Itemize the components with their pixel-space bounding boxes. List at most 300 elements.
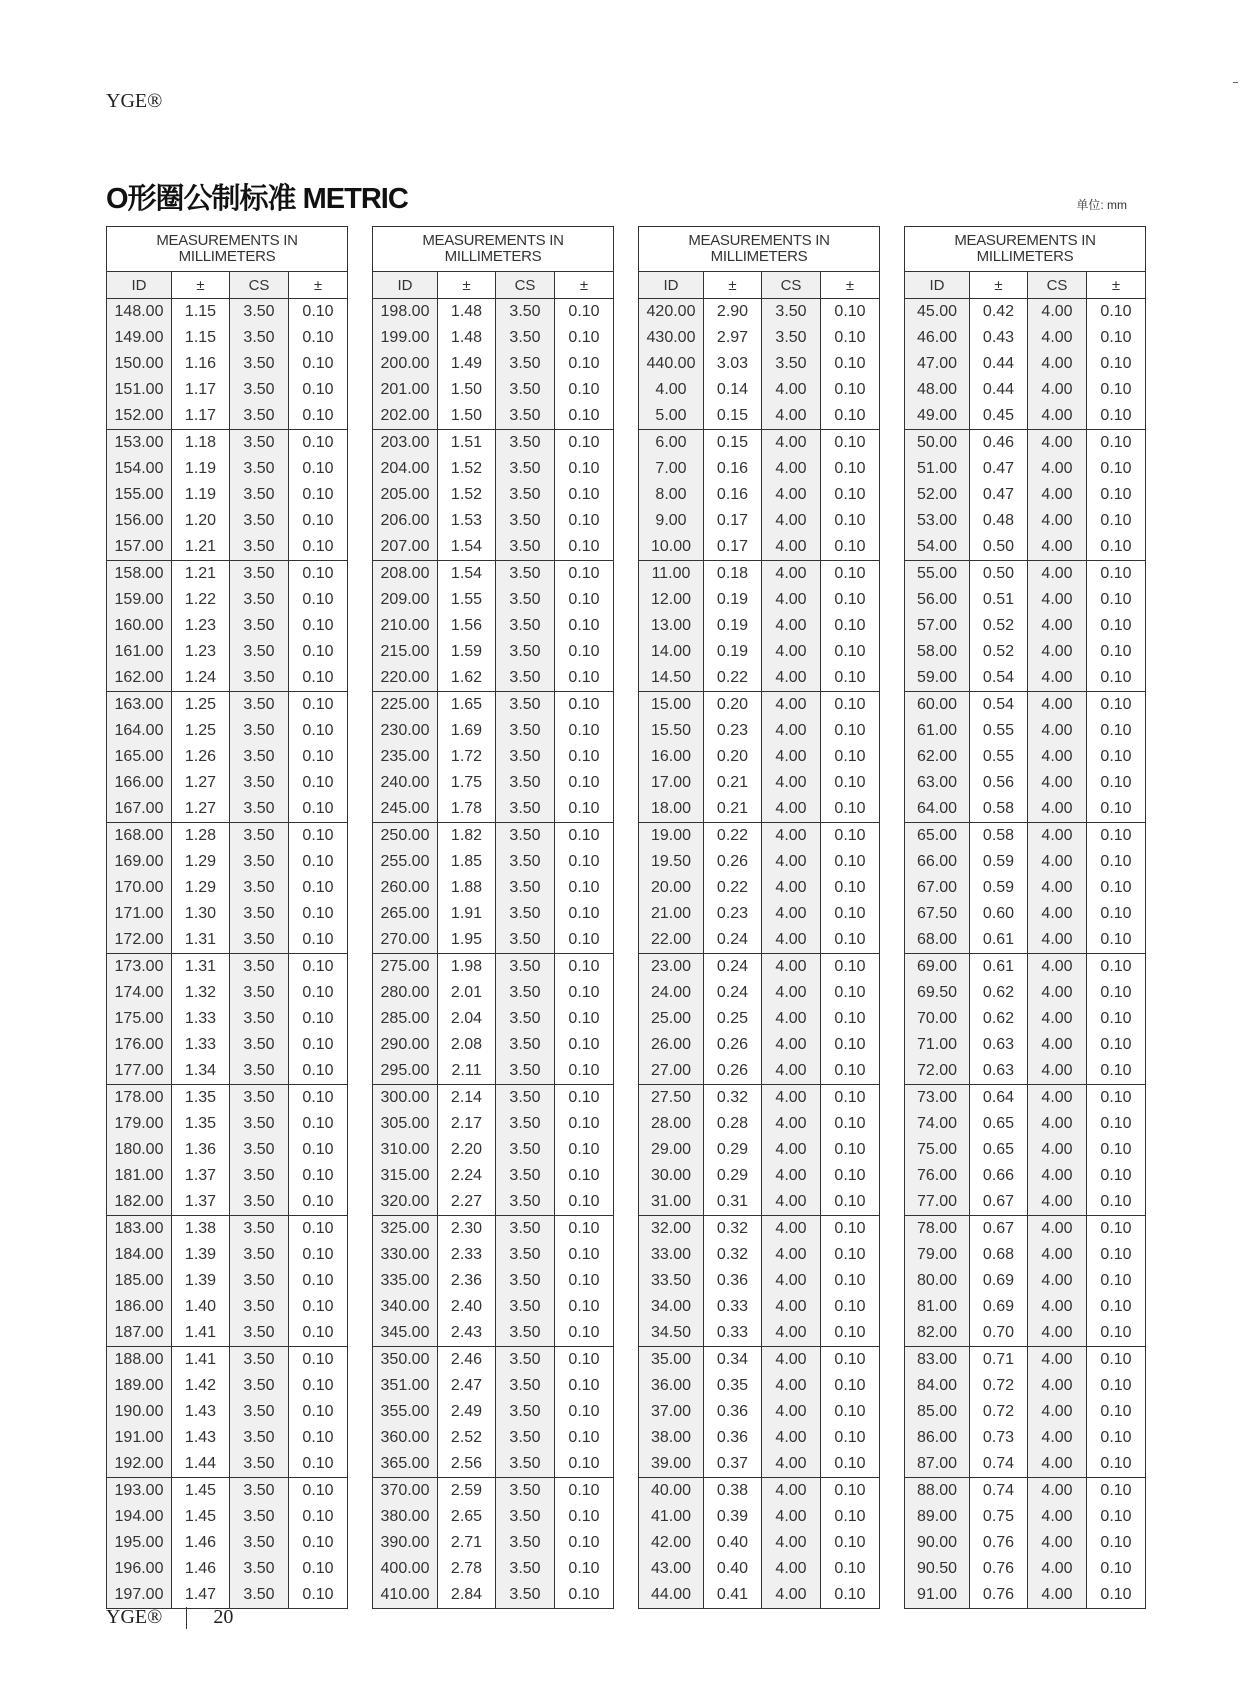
table-cell: 0.58 [970, 823, 1028, 849]
table-row [373, 980, 613, 1006]
table-cell: 3.50 [496, 1425, 555, 1451]
table-cell: 3.50 [496, 1478, 555, 1504]
table-cell: 1.55 [438, 587, 496, 613]
table-cell: 3.50 [230, 1347, 289, 1373]
table-cell: 380.00 [373, 1504, 438, 1530]
table-cell: 4.00 [762, 534, 821, 560]
table-row [373, 351, 613, 377]
table-row [373, 1111, 613, 1137]
table-row [905, 954, 1145, 980]
column-header: ± [704, 272, 762, 298]
column-header: CS [230, 272, 289, 298]
table-cell: 0.10 [568, 1534, 600, 1551]
table-cell: 0.10 [1100, 1010, 1132, 1027]
table-cell: 0.10 [1100, 827, 1132, 844]
table-cell: 4.00 [762, 1451, 821, 1477]
column-header: ± [438, 272, 496, 298]
table-cell: 0.45 [970, 403, 1028, 429]
table-cell: 3.50 [496, 665, 555, 691]
table-cell: 1.39 [172, 1242, 230, 1268]
table-row [107, 456, 347, 482]
table-cell: 3.50 [496, 561, 555, 587]
table-cell: 1.21 [172, 534, 230, 560]
table-cell: 0.10 [302, 1167, 334, 1184]
table-row [373, 299, 613, 325]
table-cell: 0.10 [568, 1586, 600, 1603]
table-cell: 0.10 [1100, 1036, 1132, 1053]
table-cell: 3.50 [230, 482, 289, 508]
table-cell: 36.00 [639, 1373, 704, 1399]
table-cell: 202.00 [373, 403, 438, 429]
table-cell: 162.00 [107, 665, 172, 691]
table-cell: 0.74 [970, 1451, 1028, 1477]
table-cell: 1.85 [438, 849, 496, 875]
table-row [373, 1373, 613, 1399]
table-row [373, 849, 613, 875]
table-cell: 68.00 [905, 927, 970, 953]
table-cell: 50.00 [905, 430, 970, 456]
table-cell: 3.50 [230, 1137, 289, 1163]
table-cell: 152.00 [107, 403, 172, 429]
table-cell: 1.95 [438, 927, 496, 953]
table-cell: 0.10 [302, 774, 334, 791]
size-table-1 [106, 226, 348, 1609]
table-cell: 0.75 [970, 1504, 1028, 1530]
table-cell: 0.25 [704, 1006, 762, 1032]
table-row [905, 587, 1145, 613]
table-cell: 0.29 [704, 1137, 762, 1163]
table-cell: 80.00 [905, 1268, 970, 1294]
table-cell: 0.10 [1100, 512, 1132, 529]
table-cell: 0.10 [1100, 591, 1132, 608]
table-cell: 3.50 [496, 1451, 555, 1477]
table-cell: 181.00 [107, 1163, 172, 1189]
table-cell: 4.00 [1028, 1530, 1087, 1556]
table-row [373, 534, 613, 560]
table-cell: 4.00 [1028, 980, 1087, 1006]
table-cell: 3.50 [230, 1006, 289, 1032]
table-row [373, 1582, 613, 1608]
table-cell: 1.91 [438, 901, 496, 927]
row-group [373, 299, 613, 430]
table-cell: 200.00 [373, 351, 438, 377]
table-cell: 0.10 [834, 1586, 866, 1603]
table-row [639, 692, 879, 718]
table-cell: 77.00 [905, 1189, 970, 1215]
table-row [905, 403, 1145, 429]
row-group [373, 954, 613, 1085]
table-cell: 4.00 [1028, 954, 1087, 980]
table-row [639, 980, 879, 1006]
table-cell: 3.50 [496, 482, 555, 508]
table-header-line: MILLIMETERS [710, 248, 808, 265]
table-cell: 0.10 [1100, 329, 1132, 346]
table-cell: 39.00 [639, 1451, 704, 1477]
table-row [373, 875, 613, 901]
table-cell: 176.00 [107, 1032, 172, 1058]
table-row [905, 1268, 1145, 1294]
table-header-line: MILLIMETERS [444, 248, 542, 265]
table-cell: 1.39 [172, 1268, 230, 1294]
table-cell: 1.30 [172, 901, 230, 927]
table-row [639, 1294, 879, 1320]
row-group [905, 561, 1145, 692]
table-cell: 0.10 [1100, 617, 1132, 634]
table-row [373, 430, 613, 456]
table-cell: 390.00 [373, 1530, 438, 1556]
table-row [905, 482, 1145, 508]
table-cell: 4.00 [1028, 1085, 1087, 1111]
table-row [373, 796, 613, 822]
table-cell: 4.00 [1028, 1294, 1087, 1320]
table-cell: 2.14 [438, 1085, 496, 1111]
table-cell: 3.50 [230, 508, 289, 534]
table-row [905, 430, 1145, 456]
table-row [107, 430, 347, 456]
table-row [905, 1347, 1145, 1373]
table-cell: 315.00 [373, 1163, 438, 1189]
table-cell: 4.00 [1028, 1425, 1087, 1451]
table-cell: 1.78 [438, 796, 496, 822]
table-cell: 4.00 [762, 901, 821, 927]
table-cell: 4.00 [762, 1032, 821, 1058]
table-cell: 0.10 [568, 800, 600, 817]
table-cell: 4.00 [1028, 1006, 1087, 1032]
table-cell: 325.00 [373, 1216, 438, 1242]
table-cell: 4.00 [762, 1242, 821, 1268]
table-cell: 4.00 [762, 849, 821, 875]
table-cell: 0.37 [704, 1451, 762, 1477]
table-cell: 0.10 [834, 512, 866, 529]
table-cell: 90.50 [905, 1556, 970, 1582]
table-cell: 4.00 [762, 1504, 821, 1530]
table-cell: 4.00 [1028, 901, 1087, 927]
table-row [905, 796, 1145, 822]
table-cell: 20.00 [639, 875, 704, 901]
table-cell: 4.00 [762, 1425, 821, 1451]
size-table-2 [372, 226, 614, 1609]
table-cell: 1.40 [172, 1294, 230, 1320]
table-cell: 285.00 [373, 1006, 438, 1032]
table-cell: 83.00 [905, 1347, 970, 1373]
table-row [639, 1320, 879, 1346]
table-cell: 0.28 [704, 1111, 762, 1137]
table-cell: 4.00 [762, 718, 821, 744]
table-cell: 196.00 [107, 1556, 172, 1582]
table-cell: 4.00 [1028, 1189, 1087, 1215]
table-row [905, 1294, 1145, 1320]
table-cell: 4.00 [762, 1373, 821, 1399]
table-cell: 420.00 [639, 299, 704, 325]
table-cell: 209.00 [373, 587, 438, 613]
table-cell: 54.00 [905, 534, 970, 560]
table-cell: 290.00 [373, 1032, 438, 1058]
table-cell: 275.00 [373, 954, 438, 980]
column-header: ID [905, 272, 970, 298]
table-row [107, 823, 347, 849]
table-cell: 6.00 [639, 430, 704, 456]
table-cell: 1.35 [172, 1085, 230, 1111]
table-row [373, 1058, 613, 1084]
table-cell: 4.00 [1028, 403, 1087, 429]
table-cell: 1.17 [172, 377, 230, 403]
table-cell: 205.00 [373, 482, 438, 508]
table-row [373, 1085, 613, 1111]
table-cell: 67.50 [905, 901, 970, 927]
table-row [373, 954, 613, 980]
table-cell: 32.00 [639, 1216, 704, 1242]
table-cell: 1.98 [438, 954, 496, 980]
table-cell: 0.10 [834, 1482, 866, 1499]
table-row [373, 665, 613, 691]
table-cell: 198.00 [373, 299, 438, 325]
table-row [373, 508, 613, 534]
table-cell: 0.10 [568, 407, 600, 424]
table-cell: 166.00 [107, 770, 172, 796]
table-cell: 186.00 [107, 1294, 172, 1320]
table-row [373, 1268, 613, 1294]
table-cell: 240.00 [373, 770, 438, 796]
table-cell: 280.00 [373, 980, 438, 1006]
table-cell: 3.50 [230, 901, 289, 927]
table-row [905, 1425, 1145, 1451]
table-cell: 2.30 [438, 1216, 496, 1242]
table-cell: 193.00 [107, 1478, 172, 1504]
table-cell: 0.10 [302, 1036, 334, 1053]
table-cell: 0.10 [1100, 958, 1132, 975]
column-header: CS [762, 272, 821, 298]
table-cell: 335.00 [373, 1268, 438, 1294]
table-cell: 9.00 [639, 508, 704, 534]
table-cell: 0.10 [302, 722, 334, 739]
table-cell: 0.34 [704, 1347, 762, 1373]
table-cell: 1.27 [172, 770, 230, 796]
table-cell: 0.50 [970, 561, 1028, 587]
table-cell: 0.58 [970, 796, 1028, 822]
table-cell: 84.00 [905, 1373, 970, 1399]
page-number: 20 [213, 1606, 234, 1628]
table-cell: 1.31 [172, 927, 230, 953]
table-cell: 2.65 [438, 1504, 496, 1530]
table-cell: 320.00 [373, 1189, 438, 1215]
table-cell: 1.41 [172, 1347, 230, 1373]
table-cell: 4.00 [762, 1478, 821, 1504]
table-cell: 225.00 [373, 692, 438, 718]
table-cell: 1.25 [172, 718, 230, 744]
table-row [107, 534, 347, 560]
table-cell: 0.10 [302, 905, 334, 922]
row-group [639, 692, 879, 823]
table-cell: 0.10 [302, 1482, 334, 1499]
table-cell: 3.50 [496, 1530, 555, 1556]
table-cell: 355.00 [373, 1399, 438, 1425]
table-cell: 3.50 [496, 692, 555, 718]
table-cell: 3.50 [496, 1216, 555, 1242]
table-cell: 78.00 [905, 1216, 970, 1242]
table-cell: 4.00 [762, 1556, 821, 1582]
table-cell: 38.00 [639, 1425, 704, 1451]
table-cell: 4.00 [762, 980, 821, 1006]
table-row [373, 639, 613, 665]
table-cell: 0.47 [970, 456, 1028, 482]
table-cell: 3.50 [496, 1058, 555, 1084]
table-cell: 46.00 [905, 325, 970, 351]
table-cell: 3.50 [230, 1189, 289, 1215]
table-cell: 4.00 [1028, 430, 1087, 456]
table-cell: 0.10 [1100, 1377, 1132, 1394]
column-header: ± [579, 276, 589, 294]
table-cell: 3.50 [230, 456, 289, 482]
table-cell: 3.50 [230, 1504, 289, 1530]
table-row [107, 587, 347, 613]
table-row [107, 1216, 347, 1242]
table-row [373, 587, 613, 613]
table-cell: 0.59 [970, 849, 1028, 875]
table-cell: 0.10 [1100, 434, 1132, 451]
table-cell: 0.10 [302, 1115, 334, 1132]
table-cell: 0.10 [302, 1455, 334, 1472]
table-cell: 195.00 [107, 1530, 172, 1556]
table-row [639, 875, 879, 901]
table-row [107, 980, 347, 1006]
table-row [639, 1189, 879, 1215]
table-cell: 0.10 [1100, 407, 1132, 424]
table-cell: 0.10 [568, 1272, 600, 1289]
table-cell: 0.10 [302, 1246, 334, 1263]
table-cell: 1.75 [438, 770, 496, 796]
table-cell: 197.00 [107, 1582, 172, 1608]
table-cell: 0.63 [970, 1058, 1028, 1084]
row-group [107, 1478, 347, 1608]
table-cell: 0.10 [302, 1272, 334, 1289]
table-row [639, 954, 879, 980]
table-cell: 0.10 [302, 984, 334, 1001]
table-cell: 3.50 [496, 1189, 555, 1215]
table-cell: 0.19 [704, 587, 762, 613]
column-header: ID [639, 272, 704, 298]
table-cell: 4.00 [1028, 613, 1087, 639]
table-cell: 1.54 [438, 561, 496, 587]
table-cell: 3.50 [496, 1032, 555, 1058]
table-header-line: MEASUREMENTS IN [422, 232, 564, 249]
table-row [905, 927, 1145, 953]
table-cell: 0.60 [970, 901, 1028, 927]
table-row [107, 508, 347, 534]
column-header: ± [1111, 276, 1121, 294]
column-header-row [639, 272, 879, 299]
table-cell: 0.10 [1100, 696, 1132, 713]
table-cell: 1.50 [438, 377, 496, 403]
table-cell: 0.41 [704, 1582, 762, 1608]
table-cell: 0.10 [1100, 1062, 1132, 1079]
table-row [107, 1478, 347, 1504]
table-cell: 0.10 [302, 1586, 334, 1603]
table-row [905, 1085, 1145, 1111]
table-row [107, 325, 347, 351]
table-cell: 0.40 [704, 1530, 762, 1556]
table-row [639, 927, 879, 953]
table-row [107, 692, 347, 718]
table-cell: 34.00 [639, 1294, 704, 1320]
table-row [373, 744, 613, 770]
table-cell: 0.10 [834, 355, 866, 372]
table-cell: 4.00 [762, 665, 821, 691]
table-cell: 3.50 [230, 1058, 289, 1084]
column-header: ID [107, 272, 172, 298]
table-cell: 0.32 [704, 1216, 762, 1242]
table-cell: 0.17 [704, 534, 762, 560]
table-cell: 0.10 [302, 1062, 334, 1079]
table-cell: 3.50 [230, 377, 289, 403]
table-cell: 250.00 [373, 823, 438, 849]
table-cell: 3.50 [230, 403, 289, 429]
table-cell: 0.16 [704, 456, 762, 482]
table-cell: 86.00 [905, 1425, 970, 1451]
table-cell: 365.00 [373, 1451, 438, 1477]
table-row [107, 377, 347, 403]
table-cell: 0.10 [1100, 381, 1132, 398]
table-row [639, 1111, 879, 1137]
table-cell: 7.00 [639, 456, 704, 482]
column-header-row [905, 272, 1145, 299]
table-cell: 0.10 [834, 1010, 866, 1027]
table-cell: 0.10 [834, 1534, 866, 1551]
table-row [639, 1268, 879, 1294]
table-cell: 0.10 [1100, 879, 1132, 896]
table-cell: 0.10 [302, 958, 334, 975]
table-cell: 0.10 [1100, 1560, 1132, 1577]
row-group [107, 430, 347, 561]
table-cell: 0.10 [1100, 1141, 1132, 1158]
table-row [905, 1137, 1145, 1163]
table-cell: 0.10 [568, 931, 600, 948]
table-cell: 0.26 [704, 1058, 762, 1084]
table-row [107, 1530, 347, 1556]
table-cell: 1.15 [172, 325, 230, 351]
table-row [373, 1189, 613, 1215]
size-table-4 [904, 226, 1146, 1609]
table-row [107, 875, 347, 901]
table-cell: 0.10 [302, 381, 334, 398]
table-cell: 3.50 [496, 1242, 555, 1268]
table-cell: 0.31 [704, 1189, 762, 1215]
table-cell: 1.46 [172, 1556, 230, 1582]
table-cell: 0.10 [834, 984, 866, 1001]
table-cell: 4.00 [762, 1216, 821, 1242]
table-cell: 270.00 [373, 927, 438, 953]
table-row [639, 561, 879, 587]
table-row [373, 403, 613, 429]
table-cell: 0.39 [704, 1504, 762, 1530]
table-cell: 64.00 [905, 796, 970, 822]
table-cell: 400.00 [373, 1556, 438, 1582]
table-cell: 4.00 [762, 875, 821, 901]
table-cell: 189.00 [107, 1373, 172, 1399]
table-cell: 2.20 [438, 1137, 496, 1163]
table-cell: 3.50 [496, 1373, 555, 1399]
table-row [905, 1320, 1145, 1346]
table-cell: 159.00 [107, 587, 172, 613]
table-cell: 0.10 [302, 329, 334, 346]
table-cell: 0.26 [704, 1032, 762, 1058]
table-cell: 4.00 [762, 403, 821, 429]
table-cell: 1.17 [172, 403, 230, 429]
table-cell: 61.00 [905, 718, 970, 744]
table-cell: 0.36 [704, 1425, 762, 1451]
table-cell: 25.00 [639, 1006, 704, 1032]
table-cell: 33.50 [639, 1268, 704, 1294]
table-cell: 4.00 [1028, 1478, 1087, 1504]
